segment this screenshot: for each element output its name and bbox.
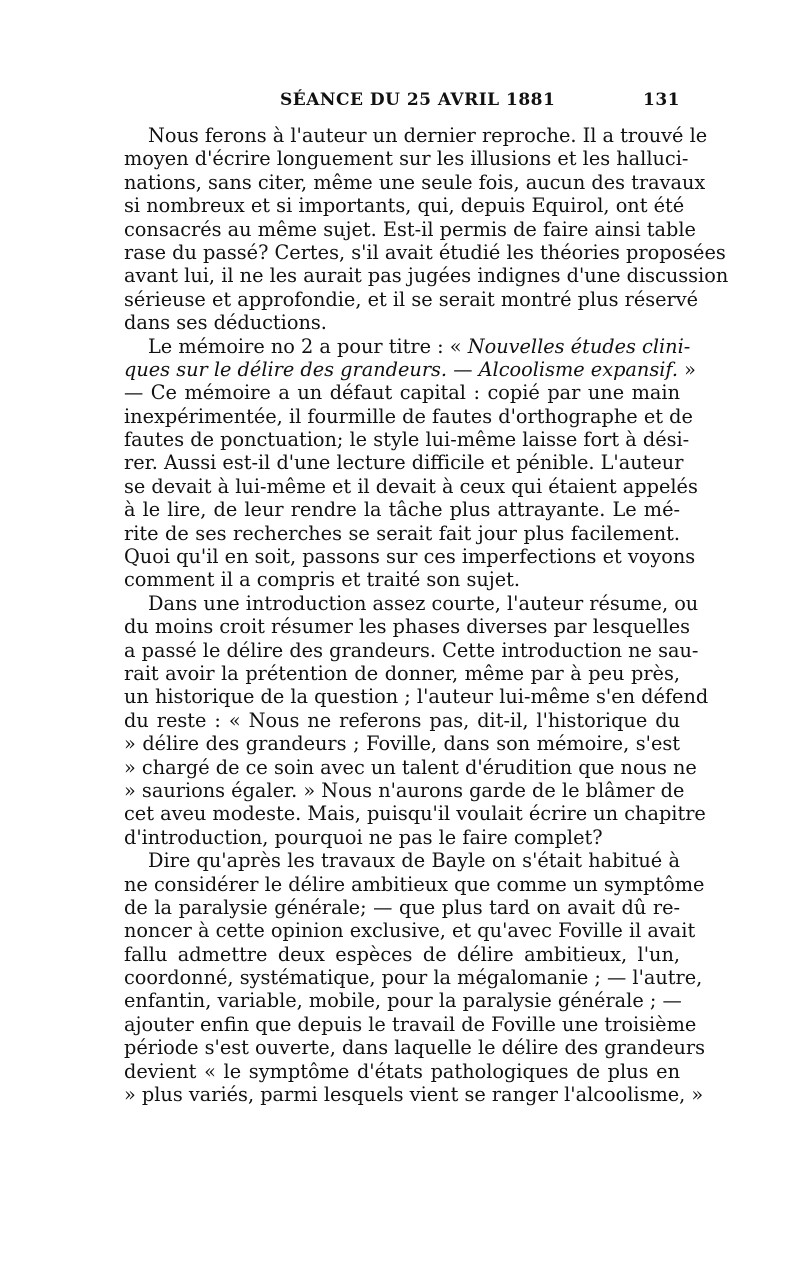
text-line: Dans une introduction assez courte, l'auteur résume, ou: [148, 591, 699, 615]
text-line: » plus variés, parmi lesquels vient se ranger l'alcoolisme, »: [124, 1083, 704, 1107]
text-line: un historique de la question ; l'auteur lui-même s'en défend: [124, 685, 709, 709]
text-line: noncer à cette opinion exclusive, et qu'avec Foville il avait: [124, 919, 696, 943]
text-line: » chargé de ce soin avec un talent d'érudition que nous ne: [124, 755, 697, 779]
text-line: fallu admettre deux espèces de délire ambitieux, l'un,: [124, 942, 680, 966]
text-line: fautes de ponctuation; le style lui-même laisse fort à dési-: [124, 428, 690, 452]
text-line: ne considérer le délire ambitieux que comme un symptôme: [124, 872, 705, 896]
text-line: à le lire, de leur rendre la tâche plus attrayante. Le mé-: [124, 498, 680, 522]
text-line: cet aveu modeste. Mais, puisqu'il voulait écrire un chapitre: [124, 802, 706, 826]
text-line: » délire des grandeurs ; Foville, dans son mémoire, s'est: [124, 732, 680, 756]
text-line: enfantin, variable, mobile, pour la paralysie générale ; —: [124, 989, 682, 1013]
body-text: [124, 124, 729, 1107]
text-line: ajouter enfin que depuis le travail de Foville une troisième: [124, 1012, 697, 1036]
text-line: rer. Aussi est-il d'une lecture difficile et pénible. L'auteur: [124, 451, 684, 475]
text-line: rase du passé? Certes, s'il avait étudié les théories proposées: [124, 240, 726, 264]
text-line: du reste : « Nous ne referons pas, dit-il, l'historique du: [124, 708, 680, 732]
text-line: de la paralysie générale; — que plus tard on avait dû re-: [124, 895, 680, 919]
text-line: Dire qu'après les travaux de Bayle on s'était habitué à: [148, 849, 680, 873]
text-line: rite de ses recherches se serait fait jour plus facilement.: [124, 521, 680, 545]
text-line: dans ses déductions.: [124, 311, 327, 335]
text-line: devient « le symptôme d'états pathologiques de plus en: [124, 1059, 680, 1083]
text-line: rait avoir la prétention de donner, même par à peu près,: [124, 661, 680, 685]
text-line: si nombreux et si importants, qui, depuis Equirol, ont été: [124, 194, 685, 218]
italic-title: ques sur le délire des grandeurs.: [124, 357, 448, 381]
page-header-title: SÉANCE DU 25 AVRIL 1881: [280, 90, 556, 110]
text-line: période s'est ouverte, dans laquelle le délire des grandeurs: [124, 1036, 706, 1060]
text-line: sérieuse et approfondie, et il se serait montré plus réservé: [124, 287, 699, 311]
text-line: a passé le délire des grandeurs. Cette introduction ne sau-: [124, 638, 699, 662]
text-line: du moins croit résumer les phases diverses par lesquelles: [124, 615, 691, 639]
italic-title: Alcoolisme expansif.: [478, 357, 678, 381]
text-line: coordonné, systématique, pour la mégalomanie ; — l'autre,: [124, 966, 703, 990]
page-number: 131: [643, 90, 680, 110]
running-header: [120, 90, 680, 120]
text-line: se devait à lui-même et il devait à ceux qui étaient appelés: [124, 474, 698, 498]
text-line: — Ce mémoire a un défaut capital : copié par une main: [124, 381, 680, 405]
text-line: avant lui, il ne les aurait pas jugées indignes d'une discussion: [124, 264, 729, 288]
text-line: Quoi qu'il en soit, passons sur ces imperfections et voyons: [124, 545, 696, 569]
text-line: Nous ferons à l'auteur un dernier reproche. Il a trouvé le: [148, 124, 708, 147]
text-line: inexpérimentée, il fourmille de fautes d'orthographe et de: [124, 404, 693, 428]
text-line: » saurions égaler. » Nous n'aurons garde de le blâmer de: [124, 778, 685, 802]
italic-title: Nouvelles études clini-: [467, 334, 691, 358]
text-line: nations, sans citer, même une seule fois, aucun des travaux: [124, 170, 706, 194]
text-line: moyen d'écrire longuement sur les illusions et les halluci-: [124, 147, 689, 171]
text-line: consacrés au même sujet. Est-il permis de faire ainsi table: [124, 217, 696, 241]
text-line: comment il a compris et traité son sujet.: [124, 568, 521, 592]
text-line: ques sur le délire des grandeurs. — Alcoolisme expansif. »: [124, 357, 696, 381]
text-line: Le mémoire no 2 a pour titre : « Nouvelles études clini-: [148, 334, 691, 358]
text-line: d'introduction, pourquoi ne pas le faire complet?: [124, 825, 603, 849]
